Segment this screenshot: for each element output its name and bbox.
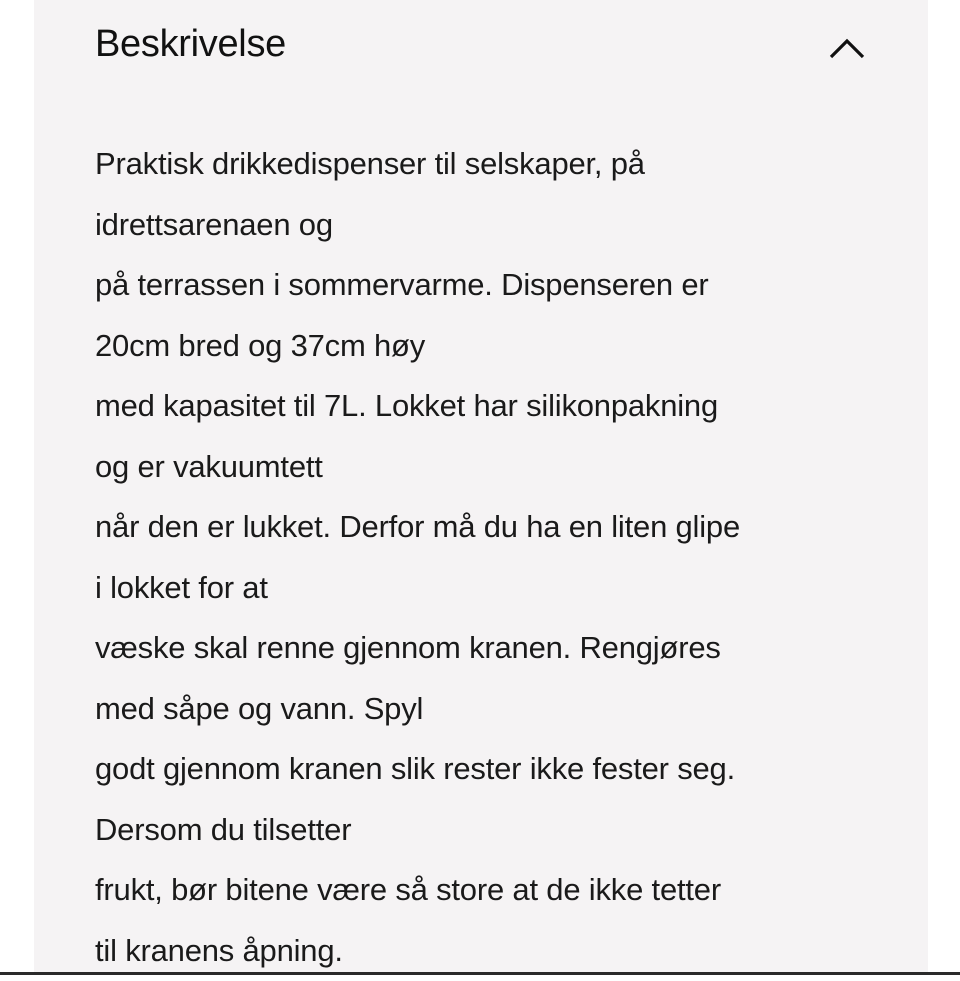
collapse-button[interactable] bbox=[824, 25, 870, 71]
description-line: Dersom du tilsetter bbox=[95, 800, 895, 861]
description-accordion bbox=[34, 0, 928, 975]
description-line: med kapasitet til 7L. Lokket har silikonpakning bbox=[95, 376, 895, 437]
chevron-up-icon bbox=[824, 25, 870, 71]
section-title: Beskrivelse bbox=[95, 18, 286, 70]
description-line: til kranens åpning. bbox=[95, 921, 895, 981]
description-line: Praktisk drikkedispenser til selskaper, på bbox=[95, 134, 895, 195]
description-text bbox=[95, 134, 895, 981]
description-line: 20cm bred og 37cm høy bbox=[95, 316, 895, 377]
description-line: godt gjennom kranen slik rester ikke fester seg. bbox=[95, 739, 895, 800]
accordion-header[interactable] bbox=[34, 0, 928, 90]
description-line: med såpe og vann. Spyl bbox=[95, 679, 895, 740]
description-line: frukt, bør bitene være så store at de ikke tetter bbox=[95, 860, 895, 921]
description-line: idrettsarenaen og bbox=[95, 195, 895, 256]
description-line: væske skal renne gjennom kranen. Rengjøres bbox=[95, 618, 895, 679]
description-line: når den er lukket. Derfor må du ha en liten glipe bbox=[95, 497, 895, 558]
description-line: i lokket for at bbox=[95, 558, 895, 619]
description-line: på terrassen i sommervarme. Dispenseren er bbox=[95, 255, 895, 316]
description-line: og er vakuumtett bbox=[95, 437, 895, 498]
